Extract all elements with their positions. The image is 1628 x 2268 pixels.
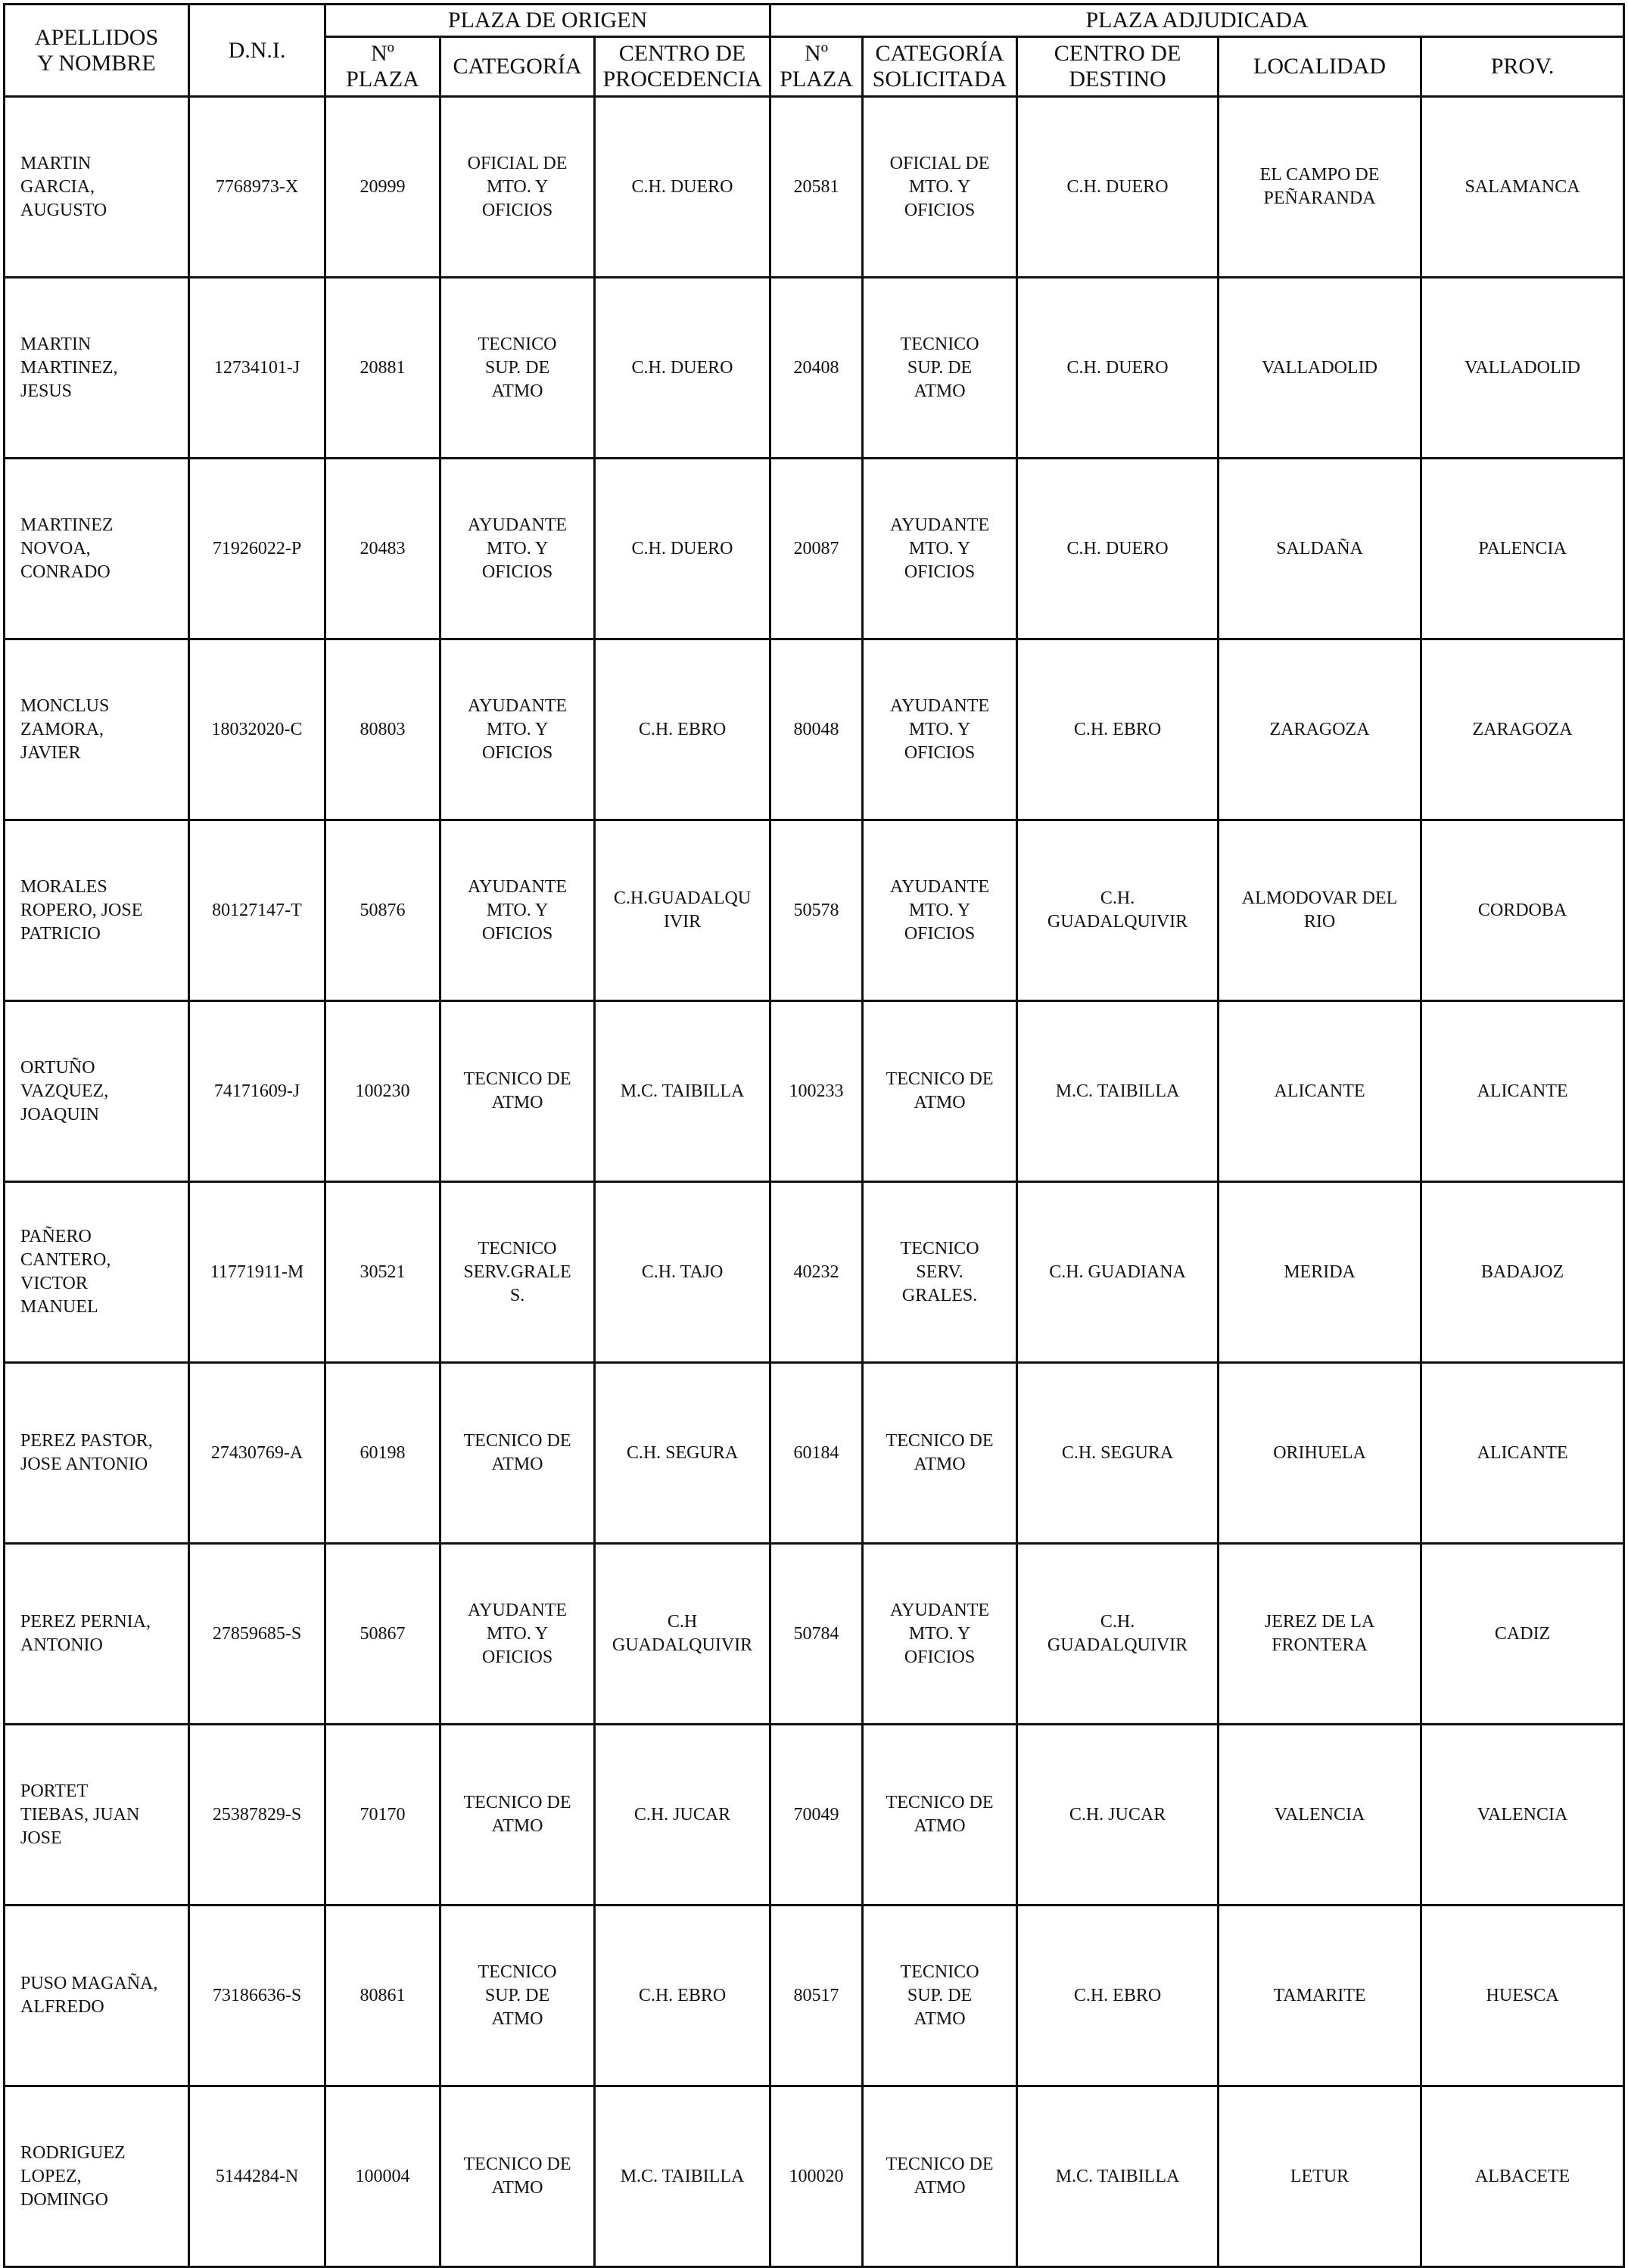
cell-dni: [189, 1363, 325, 1544]
cell-plaza-adjudicada: [770, 1725, 863, 1906]
cell-localidad: [1219, 459, 1421, 639]
header-adjudicada-plaza: Nº PLAZA: [770, 37, 863, 97]
cell-localidad-text: SALDAÑA: [1276, 538, 1363, 558]
cell-categoria-solicitada-text: TECNICO SERV. GRALES.: [900, 1238, 979, 1305]
cell-plaza-origen-text: 20483: [360, 538, 406, 558]
cell-categoria-solicitada: [863, 278, 1017, 459]
cell-plaza-adjudicada-text: 100233: [789, 1081, 844, 1101]
cell-categoria-solicitada: [863, 1001, 1017, 1182]
cell-plaza-adjudicada-text: 20581: [793, 176, 839, 197]
cell-dni-text: 80127147-T: [212, 900, 302, 920]
header-plaza-adjudicada: PLAZA ADJUDICADA: [770, 5, 1624, 37]
cell-prov: [1421, 2086, 1624, 2267]
cell-plaza-origen-text: 20999: [360, 176, 406, 197]
table-row: [5, 278, 1624, 459]
cell-categoria-text: TECNICO DE ATMO: [463, 2154, 571, 2198]
cell-categoria: [440, 1544, 595, 1725]
header-categoria-solicitada: CATEGORÍA SOLICITADA: [863, 37, 1017, 97]
cell-centro-destino: [1017, 1544, 1219, 1725]
cell-centro-procedencia-text: C.H GUADALQUIVIR: [612, 1612, 753, 1655]
cell-dni: [189, 1906, 325, 2086]
cell-nombre-text: PUSO MAGAÑA, ALFREDO: [20, 1974, 158, 2017]
table-header: [5, 5, 1624, 97]
cell-nombre: [5, 1363, 189, 1544]
cell-plaza-adjudicada: [770, 278, 863, 459]
cell-prov-text: SALAMANCA: [1465, 176, 1580, 197]
cell-nombre-text: MONCLUS ZAMORA, JAVIER: [20, 695, 110, 763]
cell-dni-text: 25387829-S: [212, 1804, 302, 1825]
cell-localidad: [1219, 1001, 1421, 1182]
cell-categoria: [440, 278, 595, 459]
cell-plaza-origen: [325, 459, 440, 639]
table-body: [5, 97, 1624, 2267]
cell-nombre-text: MARTIN MARTINEZ, JESUS: [20, 334, 118, 401]
cell-plaza-adjudicada-text: 80048: [793, 719, 839, 739]
cell-centro-destino: [1017, 820, 1219, 1001]
cell-centro-destino: [1017, 2086, 1219, 2267]
header-centro-procedencia: CENTRO DE PROCEDENCIA: [595, 37, 770, 97]
cell-plaza-origen-text: 100230: [355, 1081, 410, 1101]
cell-nombre: [5, 1725, 189, 1906]
cell-dni: [189, 1725, 325, 1906]
cell-centro-destino-text: M.C. TAIBILLA: [1055, 2166, 1180, 2186]
cell-prov: [1421, 1001, 1624, 1182]
cell-categoria: [440, 1725, 595, 1906]
cell-centro-destino: [1017, 278, 1219, 459]
cell-localidad: [1219, 278, 1421, 459]
cell-plaza-origen-text: 100004: [355, 2166, 410, 2186]
table-row: [5, 459, 1624, 639]
cell-categoria-solicitada-text: AYUDANTE MTO. Y OFICIOS: [889, 1600, 990, 1667]
cell-prov: [1421, 459, 1624, 639]
table-row: [5, 1001, 1624, 1182]
cell-categoria: [440, 639, 595, 820]
cell-centro-destino-text: C.H. GUADALQUIVIR: [1047, 888, 1188, 932]
cell-nombre-text: PAÑERO CANTERO, VICTOR MANUEL: [20, 1227, 111, 1317]
cell-categoria-solicitada: [863, 1182, 1017, 1363]
cell-plaza-adjudicada: [770, 820, 863, 1001]
cell-plaza-origen: [325, 1001, 440, 1182]
table-row: [5, 1182, 1624, 1363]
cell-plaza-origen: [325, 820, 440, 1001]
table-row: [5, 97, 1624, 278]
cell-nombre: [5, 1182, 189, 1363]
cell-centro-destino: [1017, 1363, 1219, 1544]
cell-localidad-text: LETUR: [1290, 2166, 1349, 2186]
header-prov: PROV.: [1421, 37, 1624, 97]
cell-nombre-text: PEREZ PASTOR, JOSE ANTONIO: [20, 1431, 153, 1474]
table-row: [5, 2086, 1624, 2267]
cell-localidad: [1219, 1363, 1421, 1544]
cell-nombre: [5, 459, 189, 639]
cell-plaza-adjudicada-text: 60184: [793, 1442, 839, 1463]
cell-plaza-origen: [325, 1725, 440, 1906]
cell-plaza-origen: [325, 2086, 440, 2267]
cell-categoria-text: AYUDANTE MTO. Y OFICIOS: [467, 1600, 568, 1667]
cell-centro-procedencia: [595, 278, 770, 459]
cell-localidad-text: MERIDA: [1284, 1262, 1356, 1282]
cell-dni-text: 73186636-S: [212, 1985, 302, 2005]
cell-nombre: [5, 820, 189, 1001]
cell-plaza-adjudicada-text: 20087: [793, 538, 839, 558]
cell-localidad-text: VALLADOLID: [1262, 357, 1377, 378]
cell-plaza-origen-text: 30521: [360, 1262, 406, 1282]
cell-plaza-origen: [325, 639, 440, 820]
cell-categoria-text: OFICIAL DE MTO. Y OFICIOS: [467, 153, 568, 220]
cell-prov-text: PALENCIA: [1478, 538, 1567, 558]
cell-nombre-text: RODRIGUEZ LOPEZ, DOMINGO: [20, 2142, 126, 2210]
cell-plaza-adjudicada: [770, 1906, 863, 2086]
cell-dni-text: 18032020-C: [211, 719, 303, 739]
cell-localidad-text: ALMODOVAR DEL RIO: [1241, 888, 1398, 932]
cell-centro-procedencia: [595, 1001, 770, 1182]
cell-nombre: [5, 1906, 189, 2086]
cell-dni-text: 27430769-A: [210, 1442, 303, 1463]
cell-dni: [189, 459, 325, 639]
table-row: [5, 1363, 1624, 1544]
cell-categoria: [440, 1001, 595, 1182]
header-dni: D.N.I.: [189, 5, 325, 97]
cell-nombre: [5, 2086, 189, 2267]
cell-prov-text: ALICANTE: [1477, 1442, 1568, 1463]
header-plaza-origen: PLAZA DE ORIGEN: [325, 5, 770, 37]
cell-localidad-text: VALENCIA: [1274, 1804, 1365, 1825]
header-nombre: APELLIDOS Y NOMBRE: [5, 5, 189, 97]
cell-centro-destino-text: C.H. DUERO: [1066, 538, 1169, 558]
cell-plaza-adjudicada-text: 50784: [793, 1623, 839, 1644]
cell-categoria-solicitada-text: TECNICO DE ATMO: [886, 2154, 994, 2198]
cell-plaza-adjudicada: [770, 459, 863, 639]
header-localidad: LOCALIDAD: [1219, 37, 1421, 97]
cell-centro-procedencia: [595, 459, 770, 639]
cell-localidad: [1219, 639, 1421, 820]
cell-centro-destino-text: C.H. DUERO: [1066, 357, 1169, 378]
cell-categoria-solicitada-text: TECNICO DE ATMO: [886, 1069, 994, 1112]
cell-centro-procedencia-text: C.H. TAJO: [641, 1262, 724, 1282]
cell-centro-destino-text: C.H. EBRO: [1073, 719, 1162, 739]
cell-categoria-text: TECNICO SUP. DE ATMO: [478, 1962, 557, 2029]
cell-prov-text: VALLADOLID: [1465, 357, 1580, 378]
cell-plaza-origen-text: 60198: [360, 1442, 406, 1463]
cell-categoria-text: TECNICO DE ATMO: [463, 1793, 571, 1836]
cell-categoria-solicitada: [863, 2086, 1017, 2267]
cell-centro-procedencia-text: M.C. TAIBILLA: [620, 2166, 745, 2186]
table-row: [5, 820, 1624, 1001]
cell-categoria-text: AYUDANTE MTO. Y OFICIOS: [467, 515, 568, 582]
cell-centro-procedencia: [595, 1182, 770, 1363]
cell-centro-destino: [1017, 1182, 1219, 1363]
table-row: [5, 1725, 1624, 1906]
cell-plaza-origen-text: 50876: [360, 900, 406, 920]
cell-plaza-adjudicada-text: 40232: [793, 1262, 839, 1282]
cell-plaza-origen-text: 70170: [360, 1804, 406, 1825]
cell-localidad-text: TAMARITE: [1273, 1985, 1366, 2005]
cell-centro-destino: [1017, 1001, 1219, 1182]
cell-plaza-adjudicada: [770, 1544, 863, 1725]
cell-localidad: [1219, 97, 1421, 278]
cell-dni-text: 5144284-N: [215, 2166, 299, 2186]
cell-centro-procedencia-text: C.H. EBRO: [638, 719, 727, 739]
header-origen-categoria: CATEGORÍA: [440, 37, 595, 97]
cell-plaza-origen-text: 50867: [360, 1623, 406, 1644]
cell-categoria-solicitada-text: AYUDANTE MTO. Y OFICIOS: [889, 695, 990, 763]
cell-centro-procedencia: [595, 97, 770, 278]
cell-categoria-solicitada: [863, 1906, 1017, 2086]
cell-prov: [1421, 820, 1624, 1001]
cell-plaza-adjudicada-text: 20408: [793, 357, 839, 378]
cell-dni: [189, 1001, 325, 1182]
cell-categoria: [440, 1363, 595, 1544]
cell-dni: [189, 639, 325, 820]
cell-nombre-text: ORTUÑO VAZQUEZ, JOAQUIN: [20, 1057, 109, 1125]
cell-categoria: [440, 1182, 595, 1363]
cell-categoria-solicitada-text: OFICIAL DE MTO. Y OFICIOS: [889, 153, 990, 220]
cell-centro-procedencia-text: C.H.GUADALQU IVIR: [613, 888, 752, 932]
cell-categoria: [440, 1906, 595, 2086]
cell-categoria-solicitada: [863, 1544, 1017, 1725]
cell-centro-destino: [1017, 97, 1219, 278]
cell-nombre-text: PORTET TIEBAS, JUAN JOSE: [20, 1781, 140, 1848]
cell-prov-text: ZARAGOZA: [1472, 719, 1573, 739]
cell-prov: [1421, 97, 1624, 278]
cell-prov: [1421, 1363, 1624, 1544]
cell-plaza-adjudicada: [770, 639, 863, 820]
cell-plaza-adjudicada-text: 80517: [793, 1985, 839, 2005]
cell-localidad: [1219, 1182, 1421, 1363]
cell-plaza-adjudicada: [770, 2086, 863, 2267]
cell-categoria: [440, 2086, 595, 2267]
cell-dni: [189, 97, 325, 278]
header-origen-plaza: Nº PLAZA: [325, 37, 440, 97]
cell-centro-procedencia-text: C.H. DUERO: [631, 538, 733, 558]
cell-localidad: [1219, 1725, 1421, 1906]
cell-categoria-text: TECNICO DE ATMO: [463, 1431, 571, 1474]
cell-nombre-text: MARTIN GARCIA, AUGUSTO: [20, 153, 107, 220]
cell-dni-text: 11771911-M: [210, 1262, 304, 1282]
cell-localidad-text: EL CAMPO DE PEÑARANDA: [1259, 165, 1380, 208]
cell-categoria-solicitada-text: TECNICO DE ATMO: [886, 1431, 994, 1474]
cell-categoria-solicitada-text: TECNICO DE ATMO: [886, 1793, 994, 1836]
cell-categoria-solicitada: [863, 1725, 1017, 1906]
cell-prov-text: VALENCIA: [1477, 1804, 1568, 1825]
cell-categoria-solicitada: [863, 459, 1017, 639]
cell-plaza-adjudicada-text: 70049: [793, 1804, 839, 1825]
cell-plaza-origen-text: 20881: [360, 357, 406, 378]
table-row: [5, 1906, 1624, 2086]
cell-categoria-text: TECNICO SERV.GRALE S.: [463, 1238, 571, 1305]
cell-prov: [1421, 278, 1624, 459]
cell-plaza-origen: [325, 1182, 440, 1363]
header-group-row: [5, 5, 1624, 37]
cell-categoria-text: TECNICO DE ATMO: [463, 1069, 571, 1112]
cell-plaza-origen: [325, 1544, 440, 1725]
cell-plaza-origen: [325, 1906, 440, 2086]
cell-centro-procedencia-text: C.H. EBRO: [638, 1985, 727, 2005]
adjudication-table: [3, 3, 1625, 2268]
cell-nombre: [5, 639, 189, 820]
cell-prov: [1421, 639, 1624, 820]
cell-prov-text: BADAJOZ: [1480, 1262, 1564, 1282]
cell-centro-destino-text: C.H. EBRO: [1073, 1985, 1162, 2005]
cell-categoria-text: AYUDANTE MTO. Y OFICIOS: [467, 695, 568, 763]
cell-dni: [189, 2086, 325, 2267]
cell-dni: [189, 820, 325, 1001]
cell-categoria: [440, 97, 595, 278]
cell-nombre: [5, 1001, 189, 1182]
cell-centro-procedencia: [595, 639, 770, 820]
table-row: [5, 639, 1624, 820]
cell-dni-text: 74171609-J: [213, 1081, 300, 1101]
cell-categoria-solicitada-text: AYUDANTE MTO. Y OFICIOS: [889, 515, 990, 582]
cell-dni-text: 12734101-J: [213, 357, 300, 378]
cell-nombre-text: MORALES ROPERO, JOSE PATRICIO: [20, 876, 143, 944]
cell-centro-destino-text: C.H. JUCAR: [1069, 1804, 1166, 1825]
cell-centro-procedencia: [595, 1906, 770, 2086]
cell-plaza-origen: [325, 97, 440, 278]
cell-categoria-solicitada: [863, 1363, 1017, 1544]
cell-categoria-solicitada: [863, 639, 1017, 820]
cell-localidad: [1219, 2086, 1421, 2267]
cell-plaza-origen: [325, 1363, 440, 1544]
cell-plaza-origen: [325, 278, 440, 459]
cell-localidad-text: ALICANTE: [1274, 1081, 1365, 1101]
cell-plaza-origen-text: 80861: [360, 1985, 406, 2005]
cell-centro-procedencia-text: C.H. SEGURA: [626, 1442, 739, 1463]
cell-dni-text: 71926022-P: [212, 538, 302, 558]
cell-categoria-solicitada-text: TECNICO SUP. DE ATMO: [900, 1962, 979, 2029]
cell-localidad-text: JEREZ DE LA FRONTERA: [1264, 1612, 1375, 1655]
cell-categoria-solicitada: [863, 820, 1017, 1001]
cell-centro-procedencia-text: M.C. TAIBILLA: [620, 1081, 745, 1101]
adjudication-document: [3, 3, 1623, 2268]
cell-centro-destino: [1017, 459, 1219, 639]
cell-categoria-solicitada-text: TECNICO SUP. DE ATMO: [900, 334, 979, 401]
cell-plaza-adjudicada: [770, 1363, 863, 1544]
cell-categoria-solicitada-text: AYUDANTE MTO. Y OFICIOS: [889, 876, 990, 944]
cell-prov-text: ALICANTE: [1477, 1081, 1568, 1101]
cell-centro-procedencia: [595, 1544, 770, 1725]
cell-centro-destino: [1017, 1906, 1219, 2086]
cell-plaza-adjudicada: [770, 1182, 863, 1363]
cell-plaza-adjudicada: [770, 97, 863, 278]
cell-localidad: [1219, 1544, 1421, 1725]
header-centro-destino: CENTRO DE DESTINO: [1017, 37, 1219, 97]
cell-centro-destino-text: M.C. TAIBILLA: [1055, 1081, 1180, 1101]
cell-plaza-adjudicada-text: 50578: [793, 900, 839, 920]
cell-nombre: [5, 1544, 189, 1725]
cell-plaza-adjudicada: [770, 1001, 863, 1182]
cell-centro-destino: [1017, 1725, 1219, 1906]
cell-centro-procedencia-text: C.H. JUCAR: [633, 1804, 731, 1825]
cell-centro-destino-text: C.H. DUERO: [1066, 176, 1169, 197]
cell-localidad-text: ZARAGOZA: [1269, 719, 1370, 739]
cell-prov-text: CADIZ: [1494, 1623, 1551, 1644]
cell-dni: [189, 1544, 325, 1725]
table-row: [5, 1544, 1624, 1725]
cell-localidad: [1219, 820, 1421, 1001]
cell-prov: [1421, 1725, 1624, 1906]
cell-centro-destino-text: C.H. GUADALQUIVIR: [1047, 1612, 1188, 1655]
cell-centro-procedencia-text: C.H. DUERO: [631, 176, 733, 197]
cell-categoria: [440, 459, 595, 639]
cell-prov: [1421, 1182, 1624, 1363]
cell-centro-procedencia: [595, 820, 770, 1001]
cell-prov-text: CORDOBA: [1477, 900, 1567, 920]
cell-centro-procedencia-text: C.H. DUERO: [631, 357, 733, 378]
cell-plaza-adjudicada-text: 100020: [789, 2166, 844, 2186]
cell-prov: [1421, 1906, 1624, 2086]
cell-categoria-solicitada: [863, 97, 1017, 278]
cell-dni: [189, 1182, 325, 1363]
cell-nombre-text: MARTINEZ NOVOA, CONRADO: [20, 515, 114, 582]
cell-nombre-text: PEREZ PERNIA, ANTONIO: [20, 1612, 151, 1655]
cell-dni-text: 7768973-X: [215, 176, 299, 197]
cell-prov-text: HUESCA: [1486, 1985, 1559, 2005]
cell-nombre: [5, 278, 189, 459]
cell-centro-procedencia: [595, 2086, 770, 2267]
cell-centro-destino: [1017, 639, 1219, 820]
cell-centro-destino-text: C.H. SEGURA: [1061, 1442, 1174, 1463]
cell-centro-procedencia: [595, 1363, 770, 1544]
cell-prov-text: ALBACETE: [1474, 2166, 1570, 2186]
cell-dni: [189, 278, 325, 459]
cell-categoria: [440, 820, 595, 1001]
cell-centro-destino-text: C.H. GUADIANA: [1049, 1262, 1186, 1282]
cell-categoria-text: AYUDANTE MTO. Y OFICIOS: [467, 876, 568, 944]
cell-categoria-text: TECNICO SUP. DE ATMO: [478, 334, 557, 401]
cell-localidad-text: ORIHUELA: [1273, 1442, 1366, 1463]
cell-dni-text: 27859685-S: [212, 1623, 302, 1644]
cell-nombre: [5, 97, 189, 278]
cell-centro-procedencia: [595, 1725, 770, 1906]
cell-prov: [1421, 1544, 1624, 1725]
cell-plaza-origen-text: 80803: [360, 719, 406, 739]
cell-localidad: [1219, 1906, 1421, 2086]
